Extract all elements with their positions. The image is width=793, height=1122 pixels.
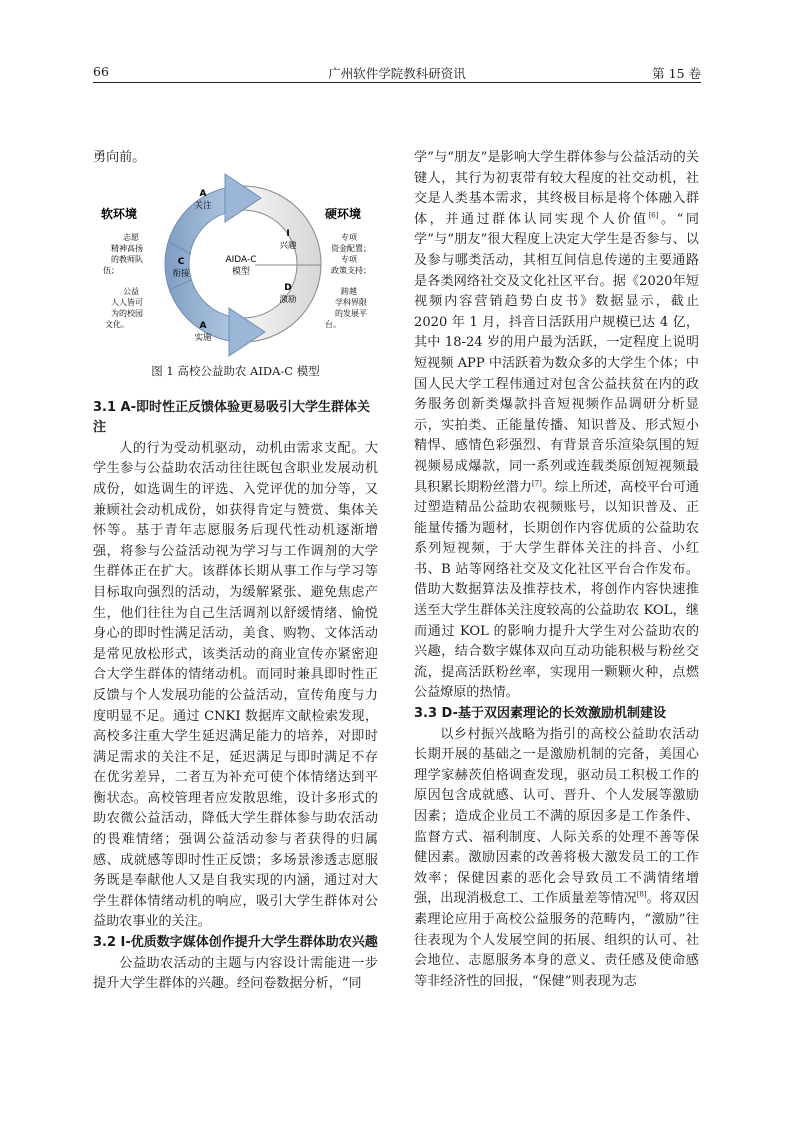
- svg-text:精神高扬: 精神高扬: [111, 243, 143, 253]
- svg-text:人人皆可: 人人皆可: [111, 297, 143, 307]
- section-3-2-paragraph: 公益助农活动的主题与内容设计需能进一步提升大学生群体的兴趣。经问卷数据分析，“同: [93, 955, 378, 992]
- svg-text:志愿: 志愿: [123, 232, 139, 242]
- section-3-1-paragraph: 人的行为受动机驱动，动机由需求支配。大学生参与公益助农活动往往既包含职业发展动机成份，如选调生的评选、入党评优的加分等，又兼顾社会动机成份，如获得肯定与赞赏、集体关怀等。基于青年志愿服务后现代性动机逐渐增强，将参与公益活动视为学习与工作调剂的大学生群体正在扩大。该群体长期从事工作与学习等目标取向强烈的活动，为缓解紧张、避免焦虑产生，他们往往为自己生活调剂以舒缓情绪、愉悦身心的即时性满足活动，美食、购物、文体活动是常见放松形式，该类活动的商业宣传亦紧密迎合大学生群体的情绪动机。而同时兼具即时性正反馈与个人发展功能的公益活动，宣传角度与力度明显不足。通过 CNKI 数据库文献检索发现，高校多注重大学生延迟满足能力的培养，对即时满足需求的关注不足，延迟满足与即时满足不存在优劣差异，二者互为补充可使个体情绪达到平衡状态。高校管理者应发散思维，设计多形式的助农微公益活动，降低大学生群体参与助农活动的畏难情绪；强调公益活动参与者获得的归属感、成就感等即时性正反馈；多场景渗透志愿服务既是奉献他人又是自我实现的内涵，通过对大学生群体情绪动机的响应，吸引大学生群体对公益助农事业的关注。: [93, 440, 378, 930]
- journal-title: 广州软件学院教科研资讯: [328, 66, 466, 81]
- left-column: [93, 148, 378, 995]
- hard-env-text: [325, 232, 371, 329]
- svg-text:政策支持；: 政策支持；: [331, 265, 371, 275]
- a1-label: 关注: [194, 200, 212, 211]
- center-label-1: AIDA-C: [225, 254, 257, 265]
- section-3-3-title: 3.3 D-基于双因素理论的长效激励机制建设: [414, 706, 666, 722]
- aida-c-diagram: [93, 172, 378, 360]
- hard-env-title: 硬环境: [325, 206, 362, 221]
- svg-text:资金配置；: 资金配置；: [331, 243, 371, 253]
- right-paragraph-2: 以乡村振兴战略为指引的高校公益助农活动长期开展的基础之一是激励机制的完备，美国心理学家赫茨伯格调查发现，驱动员工积极工作的原因包含成就感、认可、晋升、个人发展等激励因素；造成企业员工不满的原因多是工作条件、监督方式、福利制度、人际关系的处理不善等保健因素。激励因素的改善将极大激发员工的工作效率；保健因素的恶化会导致员工不满情绪增强，出现消极怠工、工作质量差等情况[8]。将双因素理论应用于高校公益服务的范畴内，“激励”往往表现为个人发展空间的拓展、组织的认可、社会地位、志愿服务本身的意义、责任感及使命感等非经济性的回报，“保健”则表现为志: [414, 726, 700, 989]
- aida-c-figure: [93, 172, 378, 360]
- right-column: [414, 148, 699, 992]
- i-label: 兴趣: [279, 240, 297, 251]
- section-3-1-title: 3.1 A-即时性正反馈体验更易吸引大学生群体关注: [93, 399, 371, 436]
- svg-text:专项: 专项: [341, 232, 357, 242]
- lead-text: 勇向前。: [93, 150, 146, 165]
- header-rule: [93, 82, 701, 83]
- svg-text:公益: 公益: [123, 286, 139, 296]
- c-label: 衔接: [172, 268, 190, 279]
- a2-label: 实施: [194, 332, 212, 343]
- svg-text:的发展平: 的发展平: [335, 308, 367, 318]
- svg-text:专项: 专项: [341, 254, 357, 264]
- svg-text:文化。: 文化。: [105, 319, 129, 329]
- soft-env-text: [103, 232, 143, 329]
- d-letter: D: [284, 282, 292, 293]
- a1-letter: A: [199, 188, 207, 199]
- svg-text:伍；: 伍；: [103, 265, 119, 275]
- d-label: 激励: [279, 294, 297, 305]
- svg-text:台。: 台。: [325, 319, 341, 329]
- svg-text:学科界限: 学科界限: [335, 297, 367, 307]
- i-letter: I: [286, 228, 290, 239]
- arrow-top: [225, 174, 261, 222]
- center-label-2: 模型: [231, 266, 251, 277]
- svg-text:的教师队: 的教师队: [111, 254, 143, 264]
- volume-label: 第 15 卷: [652, 66, 701, 81]
- page-header: [93, 60, 701, 82]
- svg-text:为的校园: 为的校园: [111, 308, 143, 318]
- a2-letter: A: [199, 320, 207, 331]
- citation-7: [7]: [531, 479, 542, 488]
- section-3-2-title: 3.2 I-优质数字媒体创作提升大学生群体助农兴趣: [93, 935, 378, 951]
- svg-text:跨越: 跨越: [341, 286, 357, 296]
- page-number: 66: [93, 64, 109, 79]
- soft-env-title: 软环境: [101, 206, 138, 221]
- citation-8: [8]: [636, 891, 647, 900]
- figure-caption: 图 1 高校公益助农 AIDA-C 模型: [151, 363, 320, 378]
- c-letter: C: [177, 256, 185, 267]
- citation-6: [6]: [648, 211, 659, 220]
- right-paragraph-1: 学”与“朋友”是影响大学生群体参与公益活动的关键人，其行为初衷带有较大程度的社交动机，社交是人类基本需求，其终极目标是将个体融入群体，并通过群体认同实现个人价值[6]。“同学”与“朋友”很大程度上决定大学生是否参与、以及参与哪类活动，其相互间信息传递的主要通路是各类网络社交及文化社区平台。据《2020年短视频内容营销趋势白皮书》数据显示，截止 2020 年 1 月，抖音日活跃用户规模已达 4 亿，其中 18-24 岁的用户最为活跃，一定程度上说明短视频 APP 中活跃着为数众多的大学生个体；中国人民大学工程伟通过对包含公益扶贫在内的政务服务创新类爆款抖音短视频作品调研分析显示，实拍类、正能量传播、知识普及、形式短小精悍、感情色彩强烈、有背景音乐渲染氛围的短视频易成爆款，同一系列或连载类原创短视频最具积累长期粉丝潜力[7]。综上所述，高校平台可通过塑造精品公益助农视频账号，以知识普及、正能量传播为题材，长期创作内容优质的公益助农系列短视频，于大学生群体关注的抖音、小红书、B 站等网络社交及文化社区平台合作发布。借助大数据算法及推荐技术，将创作内容快速推送至大学生群体关注度较高的公益助农 KOL，继而通过 KOL 的影响力提升大学生对公益助农的兴趣，结合数字媒体双向互动功能积极与粉丝交流，提高活跃粉丝率，实现用一颗颗火种，点燃公益燎原的热情。: [414, 150, 699, 701]
